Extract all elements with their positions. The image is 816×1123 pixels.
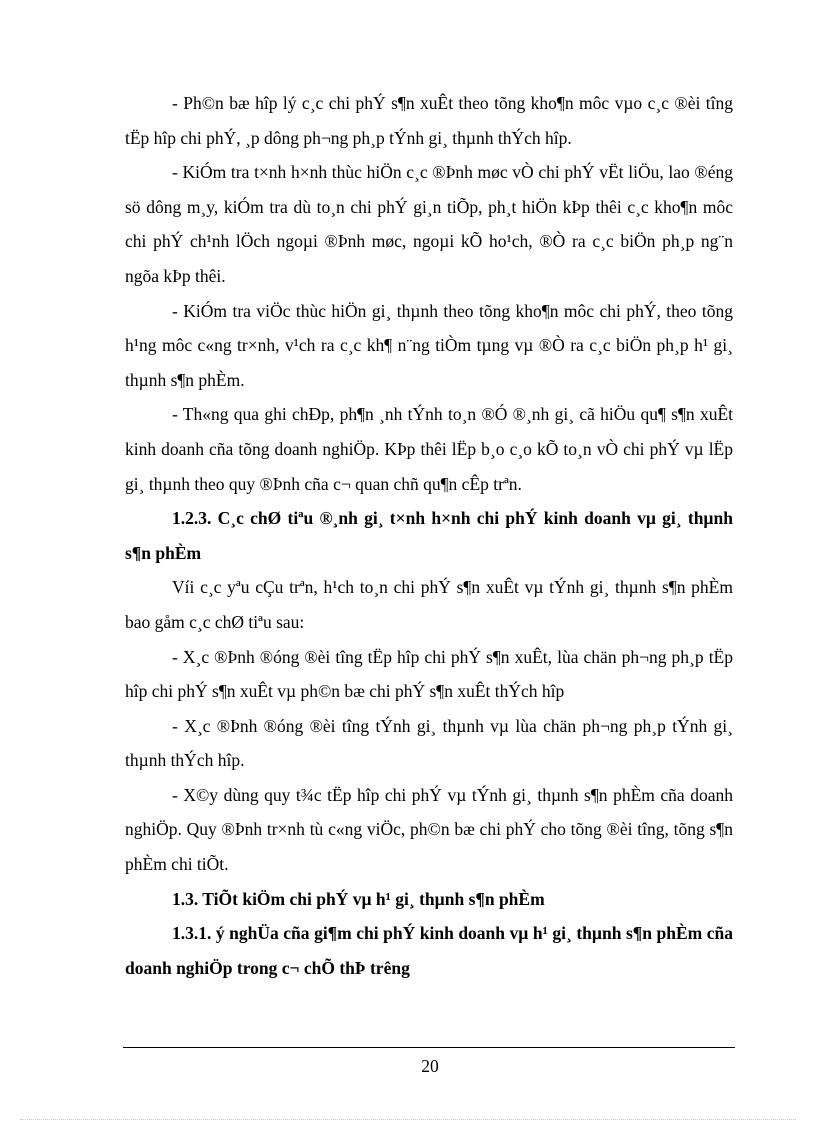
paragraph-7: - X¸c ®Þnh ®óng ®èi tîng tÝnh gi¸ thµnh vµ lùa chän ph¬ng ph¸p tÝnh gi¸ thµnh thÝch hîp. xyxy=(125,715,733,771)
footer-divider xyxy=(123,1047,735,1048)
body-text xyxy=(125,86,733,985)
paragraph-1: - Ph©n bæ hîp lý c¸c chi phÝ s¶n xuÊt theo tõng kho¶n môc vµo c¸c ®èi tîng tËp hîp chi phÝ, ¸p dông ph¬ng ph¸p tÝnh gi¸ thµnh thÝch hîp. xyxy=(125,93,733,148)
paragraph-5: Víi c¸c yªu cÇu trªn, h¹ch to¸n chi phÝ s¶n xuÊt vµ tÝnh gi¸ thµnh s¶n phÈm bao gåm c¸c chØ tiªu sau: xyxy=(125,577,733,632)
paragraph-4: - Th«ng qua ghi chÐp, ph¶n ¸nh tÝnh to¸n ®Ó ®¸nh gi¸ cã hiÖu qu¶ s¶n xuÊt kinh doanh cña tõng doanh nghiÖp. KÞp thêi lËp b¸o c¸o kÕ to¸n vÒ chi phÝ vµ lËp gi¸ thµnh theo quy ®Þnh cña c¬ quan chñ qu¶n cÊp trªn. xyxy=(125,404,733,494)
section-heading-1-2-3: 1.2.3. C¸c chØ tiªu ®¸nh gi¸ t×nh h×nh chi phÝ kinh doanh vµ gi¸ thµnh s¶n phÈm xyxy=(125,508,733,563)
paragraph-3: - KiÓm tra viÖc thùc hiÖn gi¸ thµnh theo tõng kho¶n môc chi phÝ, theo tõng h¹ng môc c«ng tr×nh, v¹ch ra c¸c kh¶ n¨ng tiÒm tµng vµ ®Ò ra c¸c biÖn ph¸p h¹ gi¸ thµnh s¶n phÈm. xyxy=(125,300,733,390)
paragraph-8: - X©y dùng quy t¾c tËp hîp chi phÝ vµ tÝnh gi¸ thµnh s¶n phÈm cña doanh nghiÖp. Quy ®Þnh tr×nh tù c«ng viÖc, ph©n bæ chi phÝ cho tõng ®èi tîng, tõng s¶n phÈm chi tiÕt. xyxy=(125,784,733,875)
section-heading-1-3: 1.3. TiÕt kiÖm chi phÝ vµ h¹ gi¸ thµnh s¶n phÈm xyxy=(172,888,545,909)
paragraph-6: - X¸c ®Þnh ®óng ®èi tîng tËp hîp chi phÝ s¶n xuÊt, lùa chän ph¬ng ph¸p tËp hîp chi phÝ s¶n xuÊt vµ ph©n bæ chi phÝ s¶n xuÊt thÝch hîp xyxy=(125,646,733,702)
section-heading-1-3-1: 1.3.1. ý nghÜa cña gi¶m chi phÝ kinh doanh vµ h¹ gi¸ thµnh s¶n phÈm cña doanh nghiÖp trong c¬ chÕ thÞ trêng xyxy=(125,923,733,978)
page-number: 20 xyxy=(421,1056,439,1076)
paragraph-2: - KiÓm tra t×nh h×nh thùc hiÖn c¸c ®Þnh møc vÒ chi phÝ vËt liÖu, lao ®éng sö dông m¸y, kiÓm tra dù to¸n chi phÝ gi¸n tiÕp, ph¸t hiÖn kÞp thêi c¸c kho¶n môc chi phÝ ch¹nh lÖch ngoµi ®Þnh møc, ngoµi kÕ ho¹ch, ®Ò ra c¸c biÖn ph¸p ng¨n ngõa kÞp thêi. xyxy=(125,162,733,286)
page-bottom-border xyxy=(20,1119,796,1120)
